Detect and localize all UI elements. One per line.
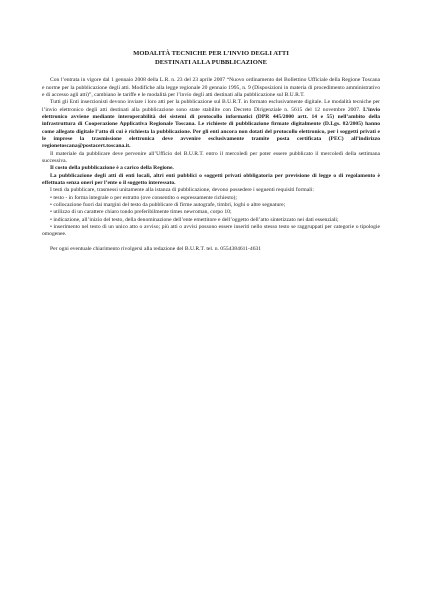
paragraph-intro: Con l’entrata in vigore dal 1 gennaio 2008 della L.R. n. 23 del 23 aprile 2007 “Nuovo ordinamento del Bollettino Ufficiale della Regione Toscana e norme per la pubblicazione degli atti. Modifiche alla legge regionale 20 gennaio 1995, n. 9 (Disposizioni in materia di procedimento amministrativo e di accesso agli atti)”, cambiano le tariffe e le modalità per l’invio degli atti destinati alla pubblicazione sul B.U.R.T.: [42, 77, 380, 98]
title-line-2: DESTINATI ALLA PUBBLICAZIONE: [154, 58, 267, 66]
paragraph-digital-submission-text: Tutti gli Enti inserzionisti devono inviare i loro atti per la pubblicazione sul B.U.R.T. in formato esclusivamente digitale. Le modalità tecniche per l’invio elettronico degli atti destinati alla pubblicazione sono state stabilite con Decreto Dirigenziale n. 5615 del 12 novembre 2007.: [42, 99, 380, 113]
requirement-item: • inserimento nel testo di un unico atto o avviso; più atti o avvisi possono essere inseriti nello stesso testo se raggruppati per categorie o tipologie omogenee.: [42, 224, 380, 238]
paragraph-digital-submission: [42, 99, 380, 150]
spacer: [42, 239, 380, 246]
paragraph-digital-submission-bold: L’invio elettronico avviene mediante interoperabilità dei sistemi di protocollo informatici (DPR 445/2000 artt. 14 e 55) nell’ambito della infrastruttura di Cooperazione Applicativa Regionale Toscana. Le richieste di pubblicazione firmate digitalmente (D.Lgs. 82/2005) hanno come allegato digitale l’atto di cui è richiesta la pubblicazione. Per gli enti ancora non dotati del protocollo elettronico, per i soggetti privati e le imprese la trasmissione elettronica deve avvenire esclusivamente tramite posta certificata (PEC) all’indirizzo regionetoscana@postacert.toscana.it.: [42, 106, 380, 150]
paragraph-free-publication: [42, 173, 380, 188]
document-title: [42, 50, 380, 67]
paragraph-cost-bold: Il costo della pubblicazione è a carico della Regione.: [50, 165, 174, 172]
paragraph-requirements-intro: I testi da pubblicare, trasmessi unitamente alla istanza di pubblicazione, devono possedere i seguenti requisiti formali:: [50, 187, 314, 194]
requirement-item: • testo - in forma integrale o per estratto (ove consentito o espressamente richiesto);: [50, 194, 237, 201]
requirements-list: [42, 195, 380, 239]
paragraph-free-publication-bold: La pubblicazione degli atti di enti locali, altri enti pubblici o soggetti privati obbligatoria per previsione di legge o di regolamento è effettuata senza oneri per l’ente o il soggetto interessato.: [42, 172, 380, 186]
requirement-item: • collocazione fuori dai margini del testo da pubblicare di firme autografe, timbri, loghi o altre segnature;: [50, 202, 286, 209]
requirement-item: • utilizzo di un carattere chiaro tondo preferibilmente times newroman, corpo 10;: [50, 209, 232, 216]
paragraph-cost: [42, 165, 380, 172]
requirement-item: • indicazione, all’inizio del testo, della denominazione dell’ente emettitore e dell’oggetto dell’atto sintetizzato nei dati essenziali;: [50, 216, 339, 223]
title-line-1: MODALITÀ TECNICHE PER L’INVIO DEGLI ATTI: [133, 50, 289, 57]
paragraph-contact: Per ogni eventuale chiarimento rivolgersi alla redazione del B.U.R.T. tel. n. 0554384611-4631: [50, 245, 262, 252]
paragraph-deadline: Il materiale da pubblicare deve pervenire all’Ufficio del B.U.R.T. entro il mercoledì per poter essere pubblicato il mercoledì della settimana successiva.: [42, 150, 380, 164]
